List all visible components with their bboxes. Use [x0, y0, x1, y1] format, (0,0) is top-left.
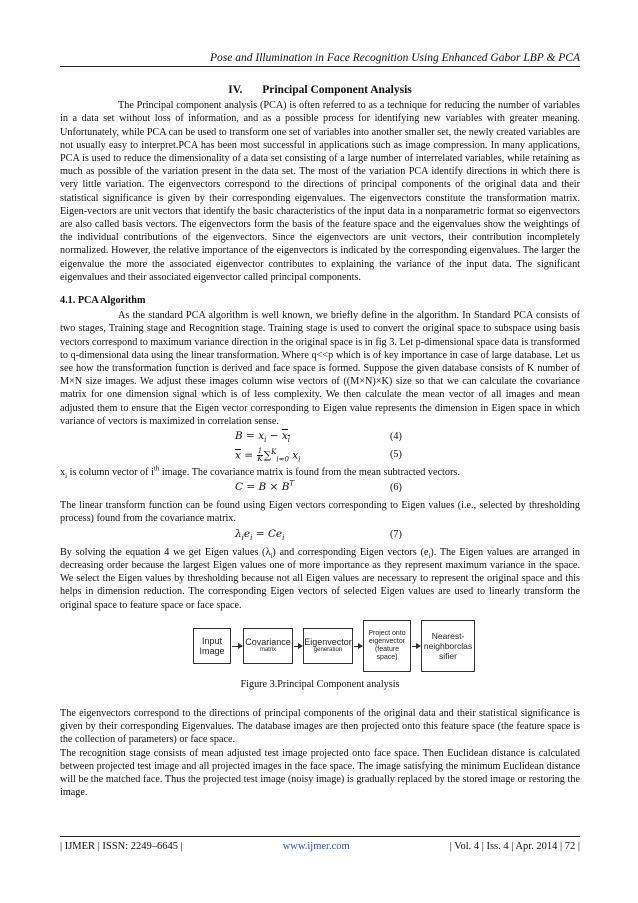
section-number: IV. [228, 84, 243, 96]
nearest-neighbor-classifier-box: Nearest- neighborclas sifier [421, 620, 475, 672]
equation-7-number: (7) [390, 528, 402, 540]
equation-7-body: $\lambda_ie_i = Ce_i$ [235, 527, 285, 542]
equation-6 [60, 481, 580, 497]
equation-4 [60, 430, 580, 446]
project-eigenvector-box: Project onto eigenvector (feature space) [363, 620, 411, 672]
closing-paragraph-2: The recognition stage consists of mean adjusted test image projected onto face space. Then Euclidean distance is calculated between projected test image and all projected images in the face space. The image satisfying the minimum Euclidean distance will be the matched face. Thus the projected test image (noisy image) is gradually replaced by the stored image or restoring the image. [60, 747, 580, 799]
eigen-values-paragraph: By solving the equation 4 we get Eigen values $(\lambda_i)$ and corresponding Eigen vectors $(e_i)$. The Eigen values are arranged in decreasing order because the largest Eigen values one of more importance as they represent maximum variance in the space. We select the Eigen values by thresholding because not all Eigen values are necessary to represent the original space and this helps in dimension reduction. The corresponding Eigen vectors of selected Eigen values are used to linearly transform the original space to feature space or face space. [60, 546, 581, 611]
flow-arrow [354, 646, 362, 647]
column-vector-text: $x_i$ is column vector of $i^{th}$ image. The covariance matrix is found from the mean subtracted vectors. [60, 464, 460, 481]
flow-arrow [412, 646, 420, 647]
page-footer [60, 836, 580, 852]
equation-5 [60, 448, 580, 464]
footer-website-link[interactable]: www.ijmer.com [282, 841, 350, 852]
equation-5-body: $\overline{x}$ = $\frac{1}{K}$ ∑$^K_{i=0}$ $x_i$ [235, 447, 301, 464]
flow-arrow [232, 646, 242, 647]
footer-journal: | IJMER | ISSN: 2249–6645 | [60, 841, 183, 852]
algorithm-paragraph: As the standard PCA algorithm is well known, we briefly define in the algorithm. In Standard PCA consists of two stages, Training stage and Recognition stage. Training stage is used to convert the original space to subspace using basis vectors correspond to maximum variance direction in the original space is in fig 3. Let p-dimensional space data is transformed to q-dimensional data using the linear transformation. Where q<<p which is of key importance in case of large database. Let us see how the transformation function is derived and face space is formed. Suppose the given database consists of K number of M×N size images. We adjust these images column wise vectors of ((M×N)×K) size so that we can calculate the covariance matrix for one dimension signal which is of less complexity. We then calculate the mean vector of all images and mean adjusted them to ensure that the Eigen vector corresponding to Eigen value represents the dimension in Eigen space in which variance of vectors is maximized in correlation sense. [60, 310, 580, 427]
eigenvector-generation-box: Eigenvector generation [303, 628, 353, 664]
equation-6-number: (6) [390, 482, 402, 494]
figure-caption: Figure 3.Principal Component analysis [240, 678, 400, 690]
pca-intro-paragraph: The Principal component analysis (PCA) is often referred to as a technique for reducing the number of variables in a data set without loss of information, and as a possible process for identifying new variables with greater meaning. Unfortunately, while PCA can be used to transform one set of variables into another smaller set, the newly created variables are not usually easy to interpret.PCA has been most successful in applications such as image compression. In many applications, PCA is used to reduce the dimensionality of a data set consisting of a large number of interrelated variables, while retaining as much as possible of the variation present in the data set. The most of the variation PCA identify directions in which there is very little variation. The eigenvectors correspond to the directions of principal components of the original data and their statistical significance is given by their corresponding eigenvalues. The eigenvectors constitute the transformation matrix. Eigen-vectors are unit vectors that identify the basic characteristics of the input data in a nonparametric format so eigenvectors are also called basis vectors. The eigenvectors form the basis of the feature space and the eigenvalues show the weightings of the individual contributions of the eigenvectors. Since the eigenvectors are unit vectors, their contribution incompletely normalized. However, the relative importance of the eigenvectors is indicated by the corresponding eigenvalues. The larger the eigenvalue the more the associated eigenvector contributes to explaining the variance of the input data. The significant eigenvalues and their associated eigenvector called principal components. [60, 100, 580, 283]
linear-transform-paragraph: The linear transform function can be found using Eigen vectors corresponding to Eigen values (i.e., selected by thresholding process) found from the covariance matrix. [60, 500, 580, 525]
equation-4-body: $B = x_i - x_i$ [235, 430, 291, 445]
main-content [60, 84, 580, 799]
section-title: Principal Component Analysis [262, 84, 412, 96]
input-image-box: Input Image [193, 628, 231, 664]
subsection-heading: 4.1. PCA Algorithm [60, 295, 146, 307]
closing-paragraph-1: The eigenvectors correspond to the directions of principal components of the original data and their statistical significance is given by their corresponding Eigenvalues. The database images are then projected onto this feature space (the feature space is the collection of parameters) or face space. [60, 707, 580, 746]
equation-6-body: $C = B \times B^T$ [235, 479, 295, 494]
equation-5-number: (5) [390, 449, 402, 461]
running-header: Pose and Illumination in Face Recognition Using Enhanced Gabor LBP & PCA [60, 52, 580, 67]
flow-arrow [294, 646, 302, 647]
equation-7 [60, 528, 580, 544]
section-heading [60, 84, 580, 97]
equation-4-number: (4) [390, 431, 402, 443]
covariance-matrix-box: Covariance matrix [243, 628, 293, 664]
pca-flow-diagram [60, 618, 580, 676]
footer-issue: | Vol. 4 | Iss. 4 | Apr. 2014 | 72 | [449, 841, 580, 852]
